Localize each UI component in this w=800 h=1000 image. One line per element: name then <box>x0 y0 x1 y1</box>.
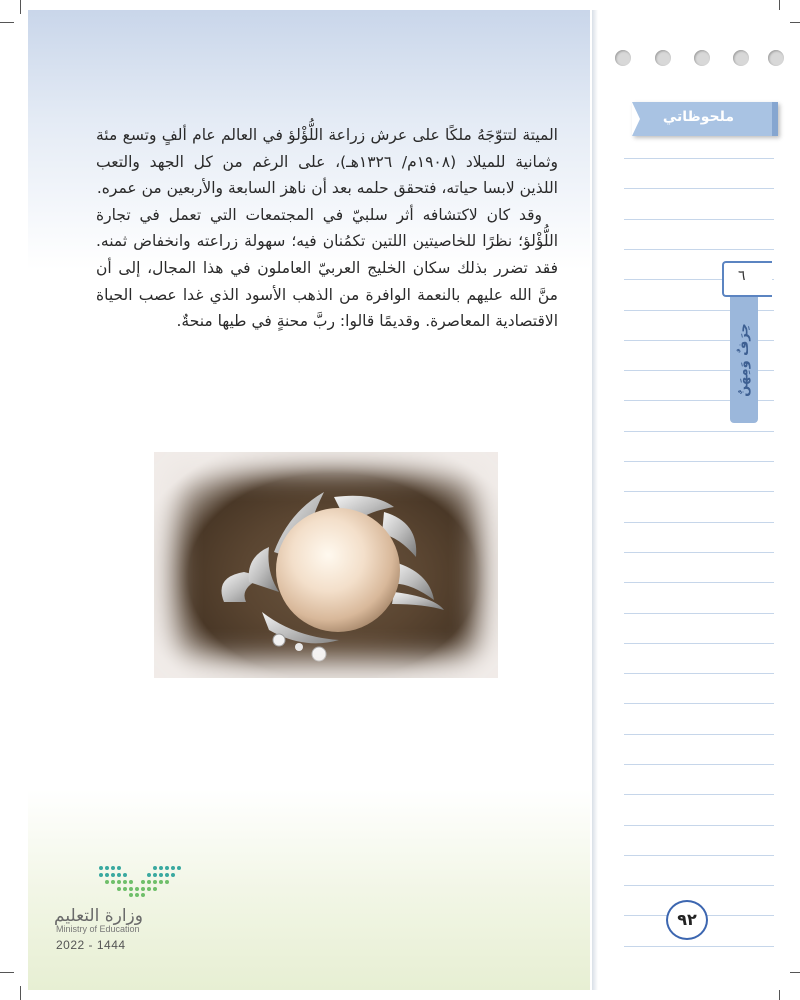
ruled-line <box>624 461 774 462</box>
ruled-line <box>624 613 774 614</box>
unit-number: ٦ <box>738 268 746 284</box>
unit-side-tab <box>730 297 758 423</box>
trim-mark <box>0 972 14 973</box>
ruled-line <box>624 825 774 826</box>
pearl-ring-photo <box>154 452 498 678</box>
body-text <box>96 122 558 335</box>
ruled-line <box>624 946 774 947</box>
ruled-line <box>624 491 774 492</box>
paragraph: وقد كان لاكتشافه أثر سلبيّ في المجتمعات التي تعمل في تجارة اللُّؤْلؤ؛ نظرًا للخاصيتين اللتين تكمُنان فيه؛ سهولة زراعته وانخفاض ثمنه. فقد تضرر بذلك سكان الخليج العربيّ العاملون في هذا المجال، إلى أن منَّ الله عليهم بالنعمة الوافرة من الذهب الأسود الذي غدا عصب الحياة الاقتصادية المعاصرة. وقديمًا قالوا: ربَّ محنةٍ في طيها منحةٌ. <box>96 205 558 331</box>
trim-mark <box>20 0 21 14</box>
ruled-line <box>624 219 774 220</box>
paragraph: الميتة لتتوّجَهُ ملكًا على عرش زراعة اللُّؤْلؤ في العالم عام ألفٍ وتسع مئة وثمانية للميلاد (١٩٠٨م/ ١٣٢٦هـ)، على الرغم من كل الجهد والتعب اللذين لابسا حياته، فتحقق حلمه بعد أن ناهز السابعة والأربعين من عمره. <box>96 126 558 198</box>
edition-year: 2022 - 1444 <box>56 938 126 952</box>
ruled-line <box>624 582 774 583</box>
trim-mark <box>0 22 14 23</box>
binder-hole <box>615 50 631 66</box>
unit-side-label: حِرَفٌ وَمِهَنٌ <box>736 323 752 397</box>
ruled-line <box>624 522 774 523</box>
binder-hole <box>768 50 784 66</box>
page-number: ٩٢ <box>666 900 708 940</box>
ruled-line <box>624 855 774 856</box>
binder-hole <box>733 50 749 66</box>
unit-number-box <box>722 261 772 297</box>
ruled-line <box>624 643 774 644</box>
ruled-line <box>624 158 774 159</box>
binder-hole <box>694 50 710 66</box>
ministry-name-arabic: وزارة التعليم <box>54 906 143 926</box>
notes-title: ملحوظاتي <box>662 109 734 125</box>
ruled-line <box>624 188 774 189</box>
ruled-line <box>624 764 774 765</box>
notebook-binding <box>592 10 598 990</box>
binder-hole <box>655 50 671 66</box>
ministry-name-english: Ministry of Education <box>56 924 140 934</box>
ruled-line <box>624 673 774 674</box>
ruled-line <box>624 794 774 795</box>
ruled-line <box>624 703 774 704</box>
notes-column <box>592 10 790 990</box>
ruled-line <box>624 885 774 886</box>
ruled-line <box>624 552 774 553</box>
notes-title-tab <box>632 102 778 136</box>
ruled-line <box>624 431 774 432</box>
ruled-line <box>624 734 774 735</box>
ruled-line <box>624 249 774 250</box>
trim-mark <box>20 986 21 1000</box>
